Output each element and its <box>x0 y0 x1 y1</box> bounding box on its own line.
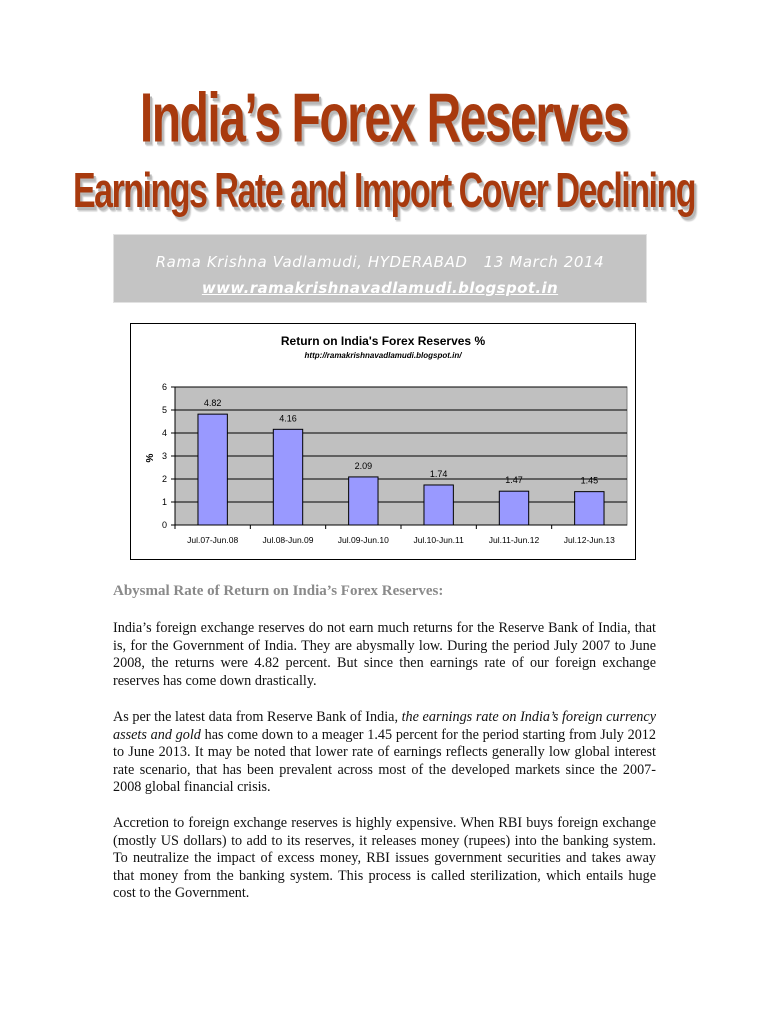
document-title: India’s Forex Reserves <box>139 80 629 158</box>
bar <box>198 414 227 525</box>
data-label: 1.47 <box>505 475 523 486</box>
data-label: 1.74 <box>429 468 448 479</box>
x-tick-label: Jul.08-Jun.09 <box>262 535 314 545</box>
y-tick-label: 2 <box>161 474 167 484</box>
y-tick-label: 3 <box>161 451 167 461</box>
paragraph-2 <box>113 709 656 797</box>
chart-svg <box>131 324 635 559</box>
website-link[interactable]: www.ramakrishnavadlamudi.blogspot.in <box>201 279 559 297</box>
x-tick-label: Jul.11-Jun.12 <box>488 535 540 545</box>
x-tick-label: Jul.10-Jun.11 <box>413 535 464 545</box>
y-tick-label: 0 <box>161 520 167 530</box>
data-label: 1.45 <box>580 475 599 486</box>
x-tick-label: Jul.07-Jun.08 <box>187 535 239 545</box>
bar <box>575 492 604 525</box>
y-tick-label: 4 <box>161 428 167 438</box>
data-label: 4.82 <box>203 398 222 409</box>
bar <box>424 485 453 525</box>
return-chart <box>130 323 636 560</box>
bar <box>273 429 302 525</box>
chart-subtitle: http://ramakrishnavadlamudi.blogspot.in/ <box>304 351 462 360</box>
paragraph-3: Accretion to foreign exchange reserves is highly expensive. When RBI buys foreign exchange (mostly US dollars) to add to its reserves, it releases money (rupees) into the banking system. To neutralize the impact of excess money, RBI issues government securities and takes away that money from the banking system. This process is called sterilization, which entails huge cost to the Government. <box>113 815 656 901</box>
paragraph-2-emphasis: the earnings rate on India’s foreign currency assets and gold <box>113 709 656 743</box>
paragraph-2-text-b: has come down to a meager 1.45 percent for the period starting from July 2012 to June 2013. It may be noted that lower rate of earnings reflects generally low global interest rate scenario, that has been prevalent across most of the developed markets since the 2007-2008 global financial crisis. <box>113 726 656 795</box>
bar <box>499 491 528 525</box>
data-label: 4.16 <box>279 413 297 424</box>
y-axis-label: % <box>145 453 156 463</box>
paragraph-1: India’s foreign exchange reserves do not earn much returns for the Reserve Bank of India, that is, for the Government of India. They are abysmally low. During the period July 2007 to June 2008, the returns were 4.82 percent. But since then earnings rate of our foreign exchange reserves has come down drastically. <box>113 620 656 689</box>
document-subtitle: Earnings Rate and Import Cover Declining <box>72 163 695 219</box>
x-tick-label: Jul.09-Jun.10 <box>337 535 389 545</box>
bar <box>349 477 378 525</box>
author-banner <box>113 234 647 303</box>
paragraph-2-text-a: As per the latest data from Reserve Bank of India, <box>113 709 402 725</box>
x-tick-label: Jul.12-Jun.13 <box>563 535 615 545</box>
section-heading: Abysmal Rate of Return on India’s Forex Reserves: <box>113 583 444 599</box>
y-tick-label: 6 <box>161 382 167 392</box>
data-label: 2.09 <box>354 460 373 471</box>
chart-title: Return on India's Forex Reserves % <box>280 334 486 348</box>
y-tick-label: 1 <box>161 497 167 507</box>
y-tick-label: 5 <box>161 405 167 415</box>
author-byline: Rama Krishna Vadlamudi, HYDERABAD 13 March 2014 <box>155 253 605 271</box>
